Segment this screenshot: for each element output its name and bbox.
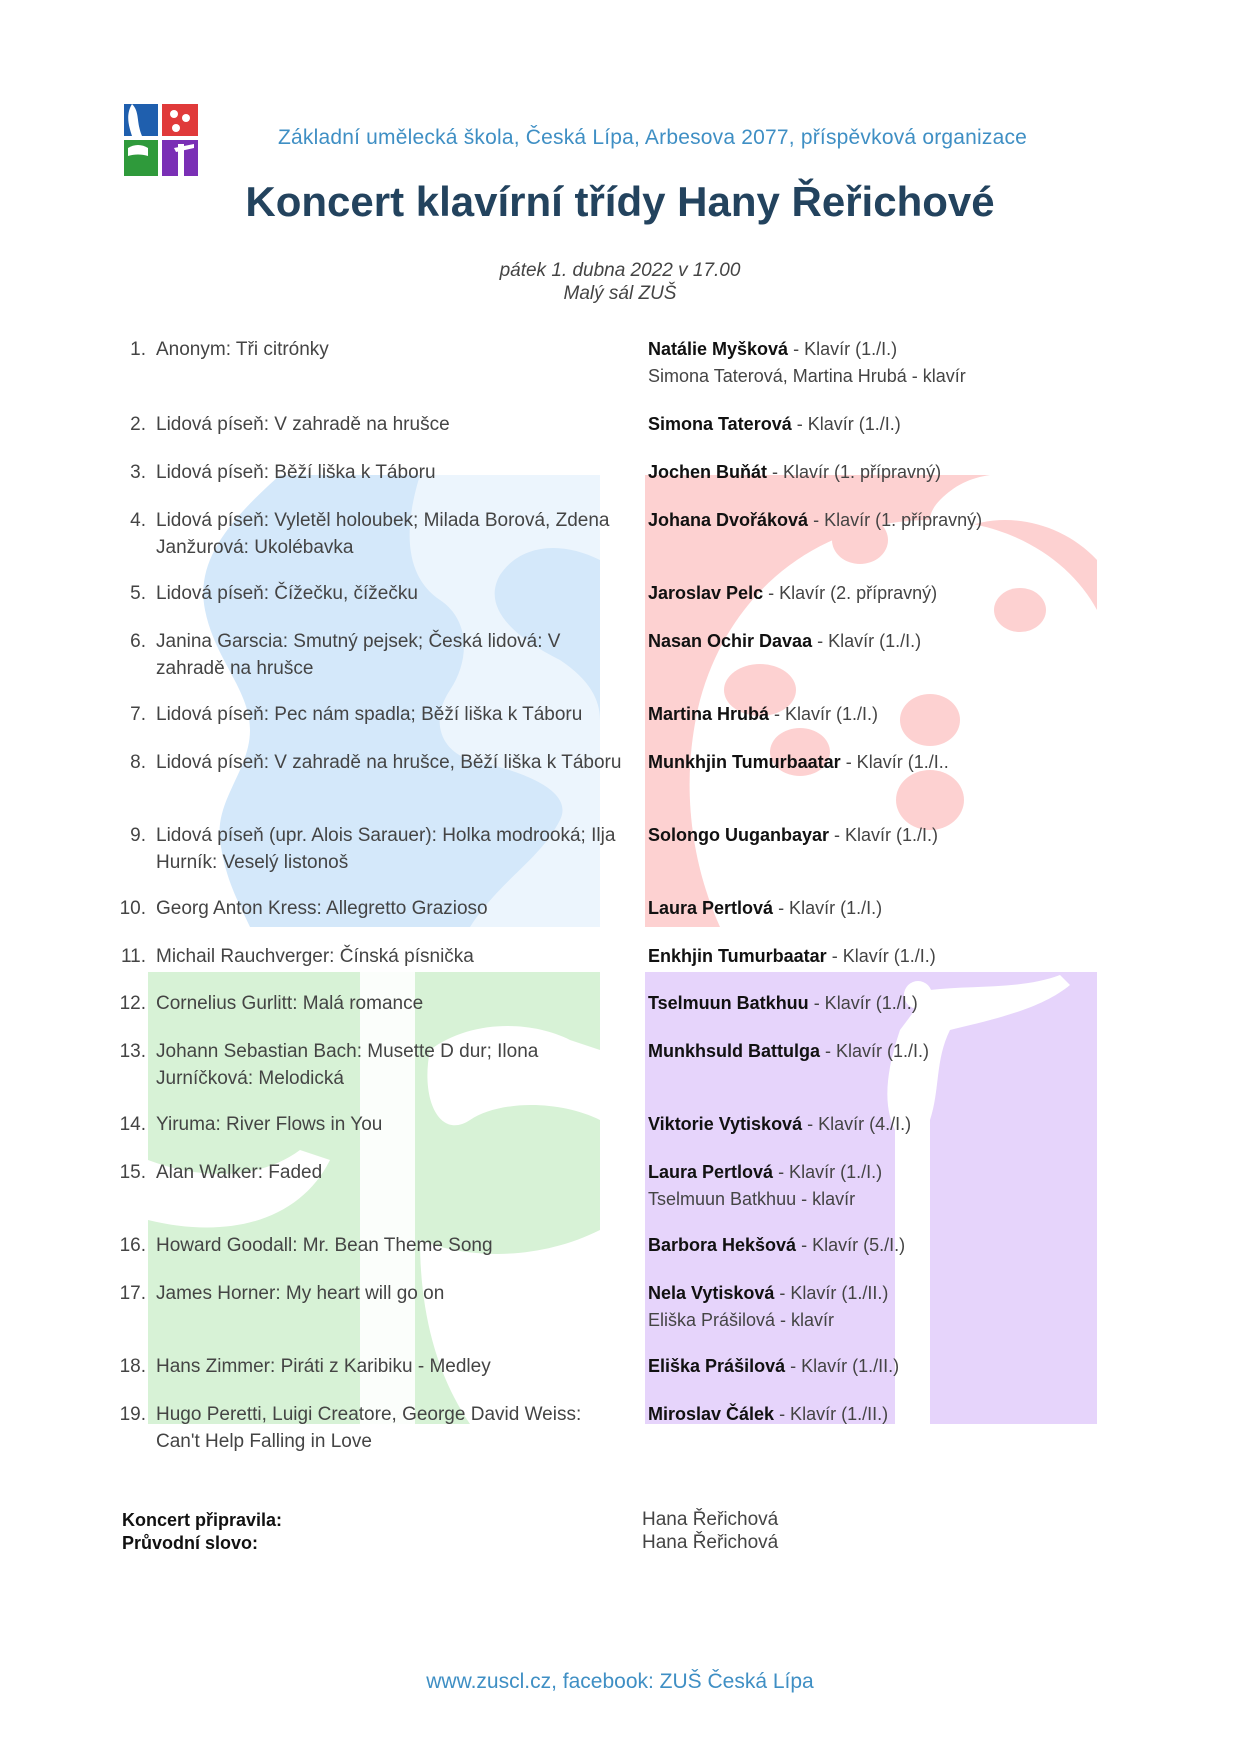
performer-name: Martina Hrubá	[648, 704, 770, 724]
piece-title: James Horner: My heart will go on	[156, 1283, 445, 1304]
performer-name: Laura Pertlová	[648, 898, 774, 918]
piece-title: Michail Rauchverger: Čínská písnička	[156, 946, 474, 967]
performer-detail: - Klavír (1./II.)	[774, 1283, 889, 1303]
performer-detail: - Klavír (1. přípravný)	[767, 462, 942, 482]
performer-info	[648, 336, 1118, 390]
item-number: 13.	[119, 1041, 146, 1062]
accompanist: Tselmuun Batkhuu - klavír	[648, 1189, 856, 1209]
performer-detail: - Klavír (1./I..	[840, 752, 949, 772]
item-number: 10.	[119, 898, 146, 919]
item-number: 1.	[130, 339, 146, 360]
prepared-value: Hana Řeřichová	[642, 1509, 779, 1530]
performer-name: Natálie Myšková	[648, 339, 789, 359]
performer-name: Tselmuun Batkhuu	[648, 993, 809, 1013]
performer-name: Jaroslav Pelc	[648, 583, 764, 603]
performer-detail: - Klavír (1./I.)	[812, 631, 922, 651]
performer-name: Jochen Buňát	[648, 462, 768, 482]
item-number: 12.	[119, 993, 146, 1014]
piece-title: Cornelius Gurlitt: Malá romance	[156, 993, 424, 1014]
performer-info	[648, 1038, 1118, 1065]
performer-name: Eliška Prášilová	[648, 1356, 786, 1376]
performer-info	[648, 701, 1118, 728]
performer-info	[648, 749, 1118, 776]
piece-title: Johann Sebastian Bach: Musette D dur; Ilona Jurníčková: Melodická	[156, 1041, 539, 1089]
piece-title: Hugo Peretti, Luigi Creatore, George David Weiss: Can't Help Falling in Love	[156, 1404, 582, 1452]
accompanist: Eliška Prášilová - klavír	[648, 1310, 835, 1330]
item-number: 18.	[119, 1356, 146, 1377]
item-number: 2.	[130, 414, 146, 435]
performer-name: Viktorie Vytisková	[648, 1114, 803, 1134]
piece-title: Yiruma: River Flows in You	[156, 1114, 383, 1135]
performer-info	[648, 1353, 1118, 1380]
performer-name: Munkhjin Tumurbaatar	[648, 752, 841, 772]
item-number: 8.	[130, 752, 146, 773]
performer-info	[648, 507, 1118, 534]
item-number: 7.	[130, 704, 146, 725]
concert-date: pátek 1. dubna 2022 v 17.00	[499, 260, 741, 281]
piece-title: Anonym: Tři citrónky	[156, 339, 329, 360]
item-number: 9.	[130, 825, 146, 846]
performer-info	[648, 895, 1118, 922]
performer-detail: - Klavír (1./II.)	[774, 1404, 889, 1424]
performer-detail: - Klavír (1./II.)	[785, 1356, 900, 1376]
performer-detail: - Klavír (1. přípravný)	[808, 510, 983, 530]
performer-detail: - Klavír (1./I.)	[820, 1041, 930, 1061]
performer-detail: - Klavír (1./I.)	[769, 704, 879, 724]
piece-title: Hans Zimmer: Piráti z Karibiku - Medley	[156, 1356, 491, 1377]
speech-label: Průvodní slovo:	[122, 1533, 259, 1553]
performer-detail: - Klavír (1./I.)	[808, 993, 918, 1013]
piece-title: Janina Garscia: Smutný pejsek; Česká lidová: V zahradě na hrušce	[156, 631, 561, 679]
performer-info	[648, 628, 1118, 655]
performer-detail: - Klavír (5./I.)	[796, 1235, 906, 1255]
performer-name: Nasan Ochir Davaa	[648, 631, 813, 651]
concert-venue: Malý sál ZUŠ	[563, 283, 677, 304]
item-number: 11.	[120, 946, 146, 967]
item-number: 15.	[119, 1162, 146, 1183]
performer-detail: - Klavír (1./I.)	[773, 1162, 883, 1182]
page-title: Koncert klavírní třídy Hany Řeřichové	[245, 178, 995, 225]
performer-detail: - Klavír (4./I.)	[802, 1114, 912, 1134]
performer-name: Barbora Hekšová	[648, 1235, 797, 1255]
piece-title: Howard Goodall: Mr. Bean Theme Song	[156, 1235, 493, 1256]
accompanist: Simona Taterová, Martina Hrubá - klavír	[648, 366, 966, 386]
performer-name: Johana Dvořáková	[648, 510, 809, 530]
performer-name: Miroslav Čálek	[648, 1404, 775, 1424]
school-name: Základní umělecká škola, Česká Lípa, Arbesova 2077, příspěvková organizace	[278, 126, 1028, 149]
performer-info	[648, 1159, 1118, 1213]
piece-title: Lidová píseň: V zahradě na hrušce	[156, 414, 450, 435]
performer-info	[648, 459, 1118, 486]
piece-title: Georg Anton Kress: Allegretto Grazioso	[156, 898, 488, 919]
performer-info	[648, 990, 1118, 1017]
item-number: 3.	[130, 462, 146, 483]
performer-info	[648, 1232, 1118, 1259]
piece-title: Lidová píseň: V zahradě na hrušce, Běží liška k Táboru	[156, 752, 622, 773]
performer-detail: - Klavír (1./I.)	[773, 898, 883, 918]
performer-info	[648, 411, 1118, 438]
school-logo	[124, 104, 198, 176]
performer-info	[648, 822, 1118, 849]
performer-name: Nela Vytisková	[648, 1283, 775, 1303]
piece-title: Lidová píseň (upr. Alois Sarauer): Holka modrooká; Ilja Hurník: Veselý listonoš	[156, 825, 616, 873]
item-number: 16.	[119, 1235, 146, 1256]
performer-detail: - Klavír (1./I.)	[826, 946, 936, 966]
performer-info	[648, 1280, 1118, 1334]
item-number: 19.	[119, 1404, 146, 1425]
footer-link[interactable]: www.zuscl.cz, facebook: ZUŠ Česká Lípa	[426, 1670, 814, 1693]
prepared-label: Koncert připravila:	[122, 1510, 283, 1530]
performer-name: Enkhjin Tumurbaatar	[648, 946, 827, 966]
performer-info	[648, 580, 1118, 607]
performer-info	[648, 1401, 1118, 1428]
performer-info	[648, 943, 1118, 970]
performer-name: Laura Pertlová	[648, 1162, 774, 1182]
performer-detail: - Klavír (2. přípravný)	[763, 583, 938, 603]
performer-detail: - Klavír (1./I.)	[791, 414, 901, 434]
piece-title: Lidová píseň: Čížečku, čížečku	[156, 583, 418, 604]
item-number: 6.	[130, 631, 146, 652]
piece-title: Lidová píseň: Pec nám spadla; Běží liška k Táboru	[156, 704, 583, 725]
piece-title: Lidová píseň: Běží liška k Táboru	[156, 462, 436, 483]
performer-name: Simona Taterová	[648, 414, 792, 434]
performer-name: Munkhsuld Battulga	[648, 1041, 820, 1061]
piece-title: Lidová píseň: Vyletěl holoubek; Milada Borová, Zdena Janžurová: Ukolébavka	[156, 510, 610, 558]
speech-value: Hana Řeřichová	[642, 1532, 779, 1553]
item-number: 17.	[119, 1283, 146, 1304]
performer-name: Solongo Uuganbayar	[648, 825, 830, 845]
item-number: 4.	[130, 510, 146, 531]
item-number: 5.	[130, 583, 146, 604]
performer-detail: - Klavír (1./I.)	[788, 339, 898, 359]
performer-detail: - Klavír (1./I.)	[829, 825, 939, 845]
performer-info	[648, 1111, 1118, 1138]
piece-title: Alan Walker: Faded	[156, 1162, 323, 1183]
item-number: 14.	[119, 1114, 146, 1135]
